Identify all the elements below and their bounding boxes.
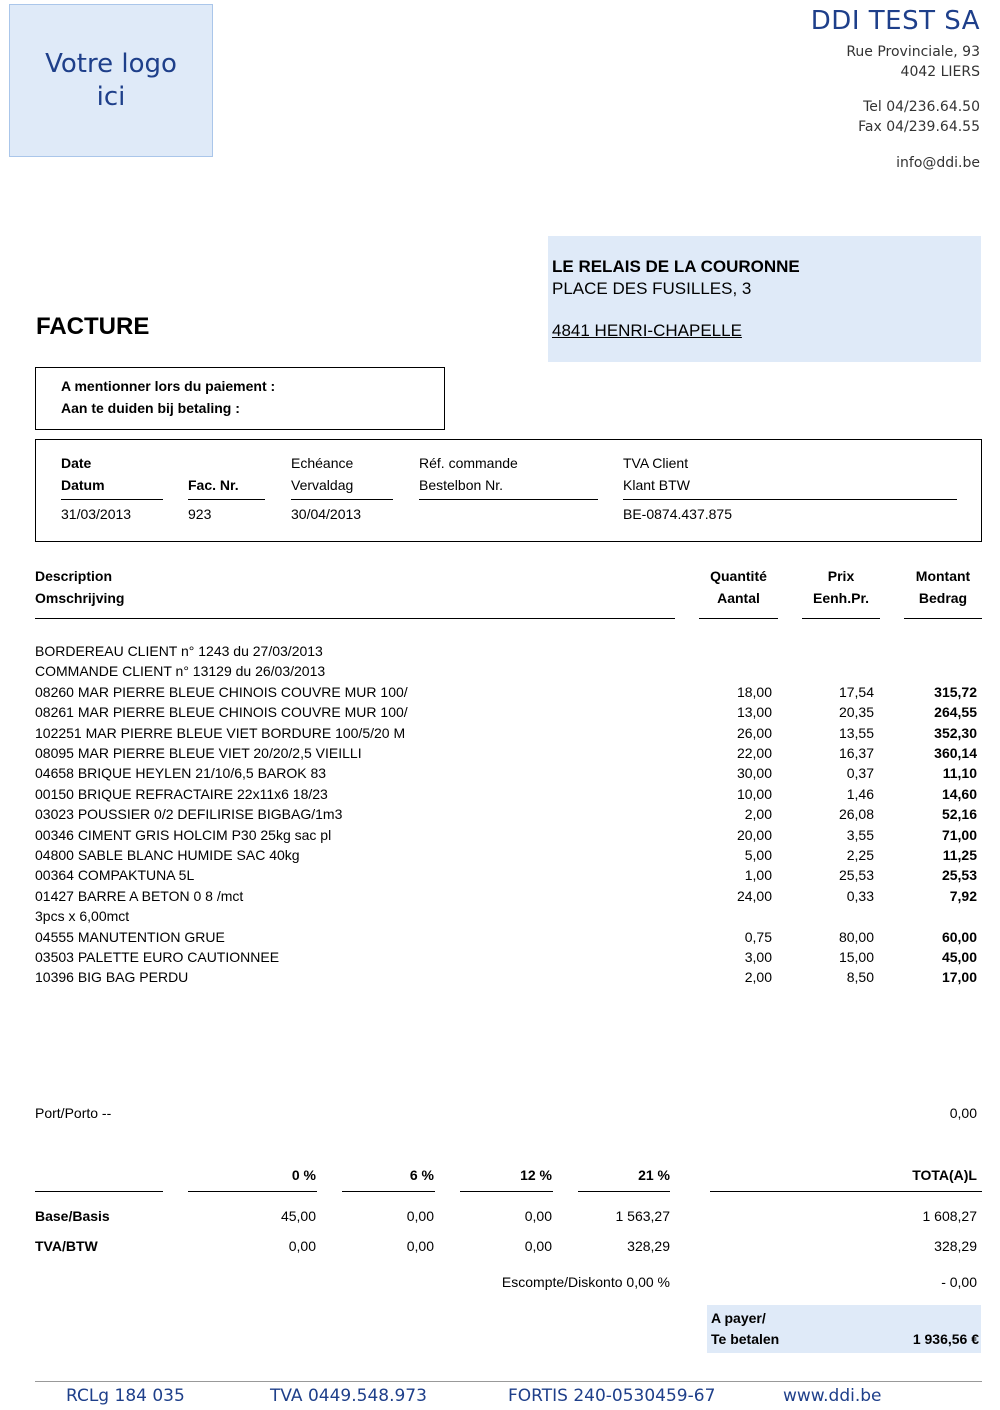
client-vat-number: BE-0874.437.875 [623,506,732,522]
table-row [0,765,1000,785]
footer-divider [35,1381,982,1382]
shipping-label: Port/Porto -- [35,1105,112,1121]
table-row [0,725,1000,745]
logo-placeholder [9,4,213,157]
line-quantity: 1,00 [744,867,772,884]
line-unit-price: 20,35 [838,704,874,721]
line-quantity: 3,00 [744,949,772,965]
divider [35,1191,163,1192]
line-quantity: 5,00 [744,847,772,863]
line-description: 08261 MAR PIERRE BLEUE CHINOIS COUVRE MUR 100/ [35,704,408,721]
table-row [0,786,1000,806]
line-unit-price: 13,55 [838,724,874,741]
divider [188,1191,317,1192]
table-row [0,949,1000,969]
client-vat-label-nl: Klant BTW [623,477,690,493]
invoice-date: 31/03/2013 [61,506,132,522]
line-quantity: 30,00 [736,765,772,782]
shipping-value: 0,00 [949,1105,977,1121]
line-unit-price: 17,54 [838,683,874,700]
base-value-6: 0,00 [406,1208,434,1224]
line-quantity: 2,00 [744,969,772,986]
line-description: 03023 POUSSIER 0/2 DEFILIRISE BIGBAG/1m3 [35,806,343,823]
line-description: 00150 BRIQUE REFRACTAIRE 22x11x6 18/23 [35,785,328,802]
vat-rate-12: 12 % [520,1167,552,1183]
table-row [0,969,1000,989]
divider [419,499,598,500]
vat-total-header: TOTA(A)L [912,1167,977,1183]
vat-total: 328,29 [934,1238,977,1254]
line-description: 00346 CIMENT GRIS HOLCIM P30 25kg sac pl [35,826,332,843]
vat-rate-21: 21 % [638,1167,670,1183]
due-label-fr: Echéance [291,455,354,471]
footer-website[interactable]: www.ddi.be [783,1386,882,1406]
line-amount: 315,72 [934,683,977,700]
line-unit-price: 2,25 [846,847,874,863]
line-amount: 360,14 [934,745,977,761]
discount-label: Escompte/Diskonto 0,00 % [501,1274,670,1290]
table-row [0,867,1000,887]
line-amount: 11,25 [942,847,977,863]
col-amount-nl: Bedrag [918,590,968,606]
divider [710,1191,982,1192]
order-ref-label-nl: Bestelbon Nr. [419,477,504,493]
table-row [0,663,1000,683]
payment-note-nl: Aan te duiden bij betaling : [61,400,240,416]
table-row [0,827,1000,847]
table-row [0,745,1000,765]
line-unit-price: 25,53 [838,867,874,884]
vat-rate-0: 0 % [291,1167,316,1183]
line-unit-price: 3,55 [846,826,874,843]
line-amount: 45,00 [941,949,977,965]
base-label: Base/Basis [35,1208,110,1224]
line-description: 04658 BRIQUE HEYLEN 21/10/6,5 BAROK 83 [35,765,327,782]
divider [188,499,265,500]
table-row [0,684,1000,704]
line-quantity: 20,00 [736,826,772,843]
line-amount: 71,00 [941,826,977,843]
footer-rcl: RCLg 184 035 [66,1386,185,1406]
line-unit-price: 0,33 [846,887,874,904]
date-label-nl: Datum [61,477,105,493]
table-row [0,643,1000,663]
discount-value: - 0,00 [941,1274,977,1290]
table-row [0,806,1000,826]
line-description: 01427 BARRE A BETON 0 8 /mct [35,887,244,904]
line-description: 04800 SABLE BLANC HUMIDE SAC 40kg [35,847,300,863]
line-unit-price: 8,50 [846,969,874,986]
amount-due-label-nl: Te betalen [711,1331,780,1347]
line-unit-price: 80,00 [838,928,874,945]
line-amount: 7,92 [949,887,977,904]
vat-value-6: 0,00 [406,1238,434,1254]
line-amount: 264,55 [934,704,977,721]
table-row [0,704,1000,724]
divider [61,499,163,500]
payment-reference-box [35,367,445,430]
client-vat-label-fr: TVA Client [623,455,689,471]
vat-rate-6: 6 % [409,1167,434,1183]
line-amount: 11,10 [942,765,977,782]
company-email: info@ddi.be [896,155,980,171]
order-ref-label-fr: Réf. commande [419,455,518,471]
table-row [0,908,1000,928]
line-quantity: 24,00 [736,887,772,904]
line-quantity: 13,00 [736,704,772,721]
company-header [811,6,980,173]
base-value-21: 1 563,27 [615,1208,670,1224]
table-row [0,888,1000,908]
divider [904,618,982,619]
col-price-nl: Eenh.Pr. [812,590,870,606]
line-description: 03503 PALETTE EURO CAUTIONNEE [35,949,280,965]
col-description-nl: Omschrijving [35,590,125,606]
line-amount: 17,00 [941,969,977,986]
line-description: 3pcs x 6,00mct [35,908,130,925]
table-row [0,847,1000,867]
base-value-12: 0,00 [524,1208,552,1224]
payment-note-fr: A mentionner lors du paiement : [61,378,276,394]
client-address-box [548,236,981,362]
line-unit-price: 15,00 [838,949,874,965]
amount-due-value: 1 936,56 € [912,1331,979,1347]
client-city: 4841 HENRI-CHAPELLE [552,321,742,340]
col-price-fr: Prix [827,568,855,584]
col-amount-fr: Montant [915,568,971,584]
footer-bank: FORTIS 240-0530459-67 [508,1386,716,1406]
company-city: 4042 LIERS [900,64,980,80]
invoice-number-label: Fac. Nr. [188,477,239,493]
base-total: 1 608,27 [922,1208,977,1224]
line-quantity: 22,00 [736,745,772,761]
invoice-lines [0,643,1000,1003]
due-date: 30/04/2013 [291,506,362,522]
line-description: COMMANDE CLIENT n° 13129 du 26/03/2013 [35,663,326,680]
logo-text: Votre logo ici [45,48,177,112]
divider [35,618,675,619]
invoice-number: 923 [188,506,212,522]
due-label-nl: Vervaldag [291,477,354,493]
line-description: 10396 BIG BAG PERDU [35,969,189,986]
col-quantity-fr: Quantité [710,568,767,584]
line-unit-price: 0,37 [846,765,874,782]
company-street: Rue Provinciale, 93 [846,44,980,60]
vat-value-12: 0,00 [524,1238,552,1254]
divider [460,1191,553,1192]
line-amount: 60,00 [941,928,977,945]
footer-vat: TVA 0449.548.973 [270,1386,427,1406]
line-unit-price: 1,46 [846,785,874,802]
line-amount: 52,16 [941,806,977,823]
line-description: 08095 MAR PIERRE BLEUE VIET 20/20/2,5 VIEILLI [35,745,362,761]
company-fax: Fax 04/239.64.55 [858,119,980,135]
amount-due-label-fr: A payer/ [711,1310,766,1326]
divider [291,499,393,500]
line-quantity: 0,75 [744,928,772,945]
col-description-fr: Description [35,568,113,584]
line-unit-price: 16,37 [838,745,874,761]
divider [623,499,957,500]
line-description: 00364 COMPAKTUNA 5L [35,867,195,884]
divider [342,1191,435,1192]
line-description: 04555 MANUTENTION GRUE [35,928,225,945]
company-name: DDI TEST SA [810,6,980,36]
base-value-0: 45,00 [280,1208,316,1224]
table-row [0,929,1000,949]
line-amount: 25,53 [941,867,977,884]
divider [802,618,880,619]
client-name: LE RELAIS DE LA COURONNE [552,257,800,276]
line-quantity: 10,00 [736,785,772,802]
line-description: BORDEREAU CLIENT n° 1243 du 27/03/2013 [35,643,323,659]
line-description: 08260 MAR PIERRE BLEUE CHINOIS COUVRE MUR 100/ [35,683,408,700]
company-tel: Tel 04/236.64.50 [863,99,980,115]
vat-value-0: 0,00 [288,1238,316,1254]
line-amount: 352,30 [934,724,977,741]
divider [699,618,778,619]
client-street: PLACE DES FUSILLES, 3 [552,279,752,298]
line-quantity: 2,00 [744,806,772,823]
line-description: 102251 MAR PIERRE BLEUE VIET BORDURE 100/5/20 M [35,724,406,741]
divider [578,1191,670,1192]
vat-value-21: 328,29 [627,1238,670,1254]
line-quantity: 26,00 [736,724,772,741]
document-title: FACTURE [36,313,150,340]
line-unit-price: 26,08 [838,806,874,823]
col-quantity-nl: Aantal [717,590,760,606]
line-amount: 14,60 [941,785,977,802]
date-label-fr: Date [61,455,92,471]
vat-label: TVA/BTW [35,1238,98,1254]
line-quantity: 18,00 [736,683,772,700]
